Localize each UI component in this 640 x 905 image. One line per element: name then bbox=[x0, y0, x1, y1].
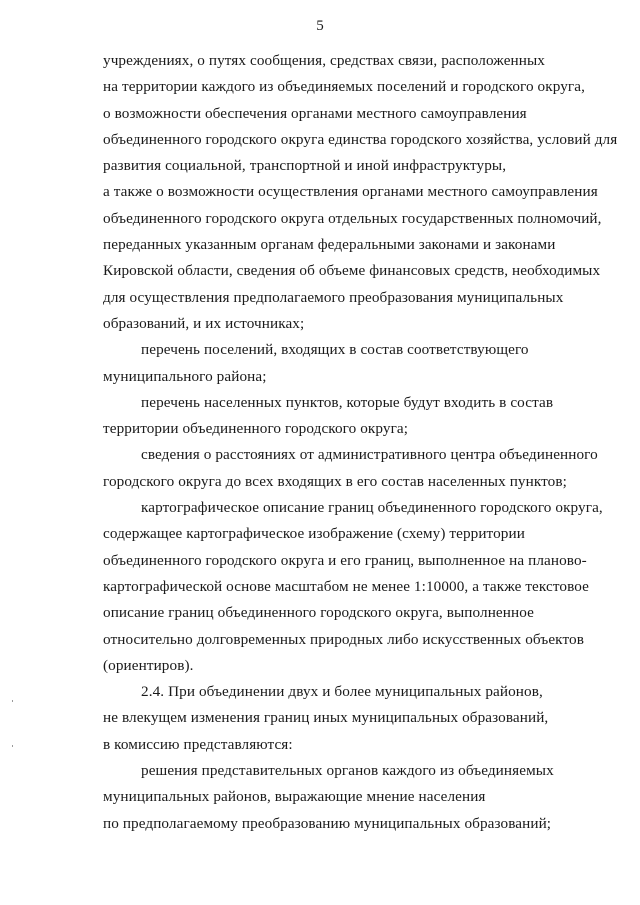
text-line: муниципального района; bbox=[103, 367, 267, 385]
text-line: в комиссию представляются: bbox=[103, 735, 293, 753]
text-line: муниципальных районов, выражающие мнение населения bbox=[103, 788, 486, 806]
text-line: образований, и их источниках; bbox=[103, 314, 305, 332]
text-line: сведения о расстояниях от административного центра объединенного bbox=[141, 446, 598, 464]
text-line: объединенного городского округа отдельных государственных полномочий, bbox=[103, 209, 602, 227]
binding-margin-mark bbox=[12, 745, 13, 747]
text-line: 2.4. При объединении двух и более муниципальных районов, bbox=[141, 683, 543, 701]
text-line: (ориентиров). bbox=[103, 656, 194, 674]
text-line: территории объединенного городского округа; bbox=[103, 420, 409, 438]
text-line: на территории каждого из объединяемых поселений и городского округа, bbox=[103, 78, 585, 96]
text-line: не влекущем изменения границ иных муниципальных образований, bbox=[103, 709, 549, 727]
text-line: относительно долговременных природных либо искусственных объектов bbox=[103, 630, 584, 648]
text-line: развития социальной, транспортной и иной инфраструктуры, bbox=[103, 157, 507, 175]
text-line: о возможности обеспечения органами местного самоуправления bbox=[103, 104, 527, 122]
text-line: содержащее картографическое изображение (схему) территории bbox=[103, 525, 525, 543]
text-line: перечень населенных пунктов, которые будут входить в состав bbox=[141, 393, 554, 411]
text-line: для осуществления предполагаемого преобразования муниципальных bbox=[103, 288, 564, 306]
text-line: Кировской области, сведения об объеме финансовых средств, необходимых bbox=[103, 262, 601, 280]
page-number: 5 bbox=[316, 18, 324, 34]
text-line: перечень поселений, входящих в состав соответствующего bbox=[141, 341, 529, 359]
text-line: объединенного городского округа и его границ, выполненное на планово- bbox=[103, 551, 587, 569]
binding-margin-mark bbox=[12, 700, 13, 702]
text-line: а также о возможности осуществления органами местного самоуправления bbox=[103, 183, 598, 201]
document-body bbox=[103, 48, 618, 837]
text-line: объединенного городского округа единства городского хозяйства, условий для bbox=[103, 130, 618, 148]
text-line: описание границ объединенного городского округа, выполненное bbox=[103, 604, 534, 622]
text-line: картографической основе масштабом не менее 1:10000, а также текстовое bbox=[103, 577, 589, 595]
text-line: городского округа до всех входящих в его состав населенных пунктов; bbox=[103, 472, 567, 490]
text-line: по предполагаемому преобразованию муниципальных образований; bbox=[103, 814, 552, 832]
text-line: переданных указанным органам федеральными законами и законами bbox=[103, 236, 556, 254]
text-line: учреждениях, о путях сообщения, средствах связи, расположенных bbox=[103, 52, 545, 69]
text-line: картографическое описание границ объединенного городского округа, bbox=[141, 499, 603, 517]
text-line: решения представительных органов каждого из объединяемых bbox=[141, 762, 554, 780]
